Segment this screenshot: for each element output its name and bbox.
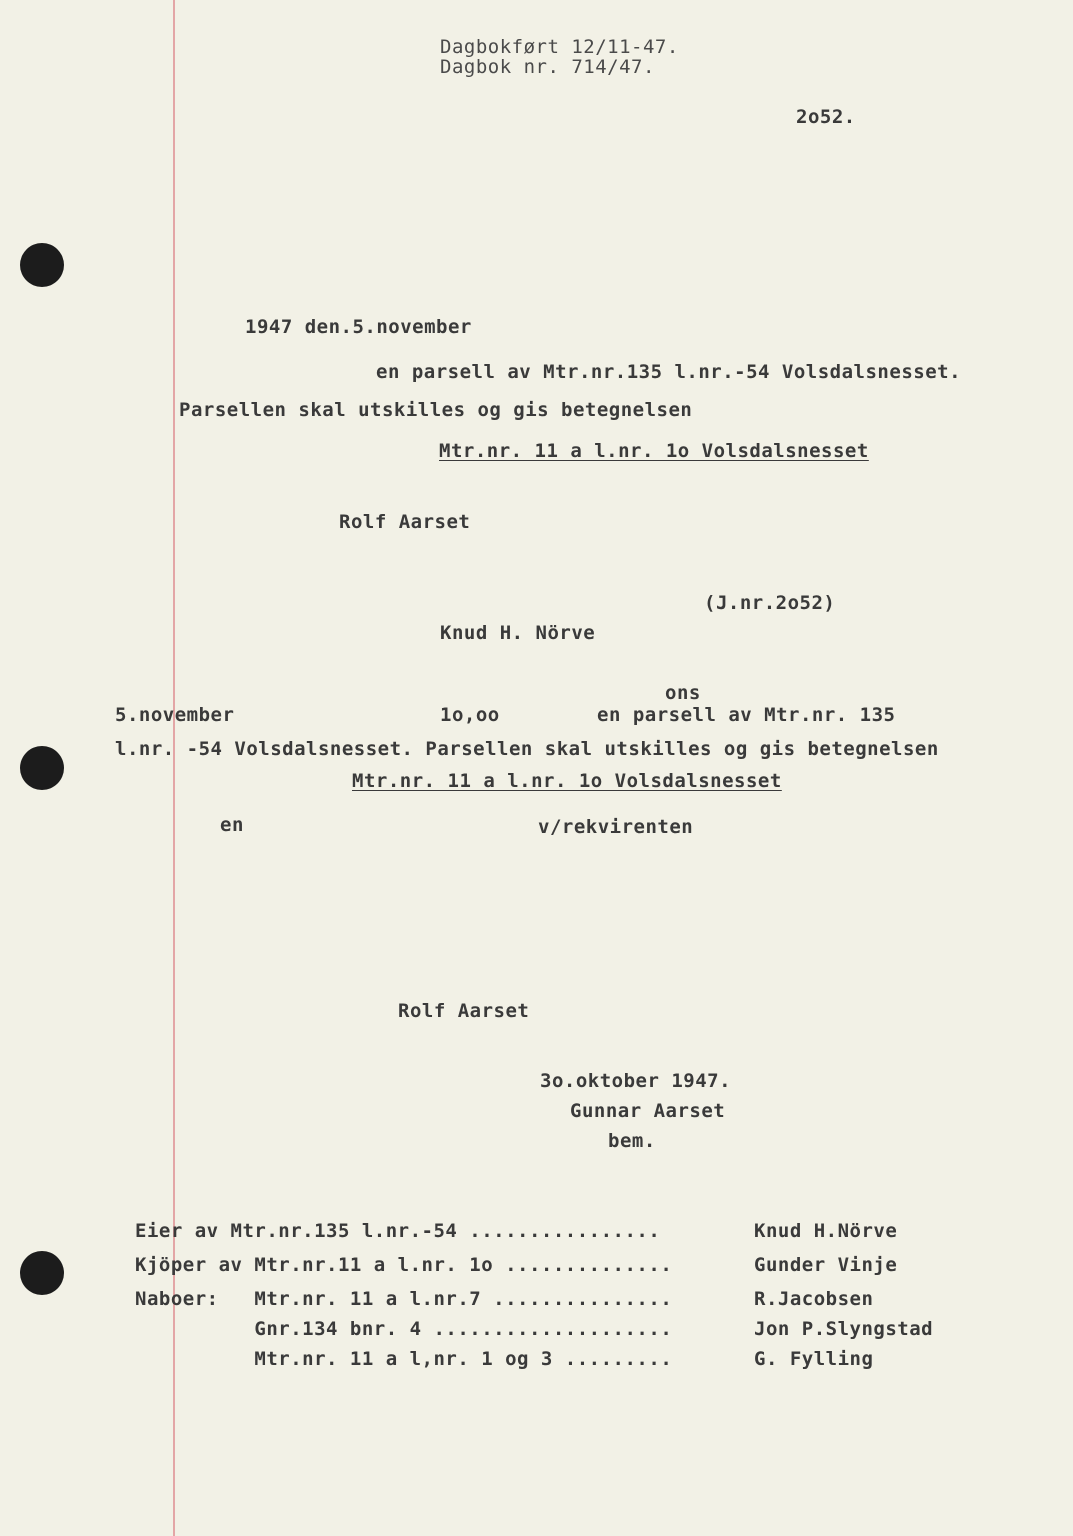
signature-signer: Gunnar Aarset [570, 1100, 726, 1122]
punch-hole [20, 1251, 64, 1295]
punch-hole [20, 243, 64, 287]
block1-line2: Parsellen skal utskilles og gis betegnelsen [179, 399, 693, 421]
block1-date: 1947 den.5.november [245, 316, 472, 338]
block2-line3: Mtr.nr. 11 a l.nr. 1o Volsdalsnesset [352, 770, 782, 792]
punch-hole [20, 746, 64, 790]
block2-ons: ons [665, 682, 701, 704]
list-item-label: Mtr.nr. 11 a l,nr. 1 og 3 ......... [135, 1348, 673, 1370]
list-item-value: Gunder Vinje [754, 1254, 898, 1276]
block2-en: en [220, 814, 244, 836]
list-item-label: Kjöper av Mtr.nr.11 a l.nr. 1o .............. [135, 1254, 673, 1276]
block1-name1: Rolf Aarset [339, 511, 471, 533]
list-item-value: Jon P.Slyngstad [754, 1318, 934, 1340]
dagbokfort-stamp: Dagbokført 12/11-47. [440, 36, 679, 58]
list-item-label: Gnr.134 bnr. 4 .................... [135, 1318, 673, 1340]
block1-jnr: (J.nr.2o52) [704, 592, 836, 614]
block2-time: 1o,oo [440, 704, 500, 726]
list-item-value: G. Fylling [754, 1348, 874, 1370]
block1-name2: Knud H. Nörve [440, 622, 596, 644]
signature-name: Rolf Aarset [398, 1000, 530, 1022]
signature-date: 3o.oktober 1947. [540, 1070, 732, 1092]
signature-bem: bem. [608, 1130, 656, 1152]
list-item-label: Eier av Mtr.nr.135 l.nr.-54 ................ [135, 1220, 661, 1242]
page-number: 2o52. [796, 106, 856, 128]
block1-line1: en parsell av Mtr.nr.135 l.nr.-54 Volsdalsnesset. [376, 361, 962, 383]
list-item-label: Naboer: Mtr.nr. 11 a l.nr.7 ............... [135, 1288, 673, 1310]
block2-rekvirenten: v/rekvirenten [538, 816, 694, 838]
block2-line2: l.nr. -54 Volsdalsnesset. Parsellen skal utskilles og gis betegnelsen [115, 738, 939, 760]
block2-line1: en parsell av Mtr.nr. 135 [597, 704, 896, 726]
block1-line3: Mtr.nr. 11 a l.nr. 1o Volsdalsnesset [439, 440, 869, 462]
block2-date: 5.november [115, 704, 235, 726]
list-item-value: R.Jacobsen [754, 1288, 874, 1310]
list-item-value: Knud H.Nörve [754, 1220, 898, 1242]
dagbok-number: Dagbok nr. 714/47. [440, 56, 655, 78]
